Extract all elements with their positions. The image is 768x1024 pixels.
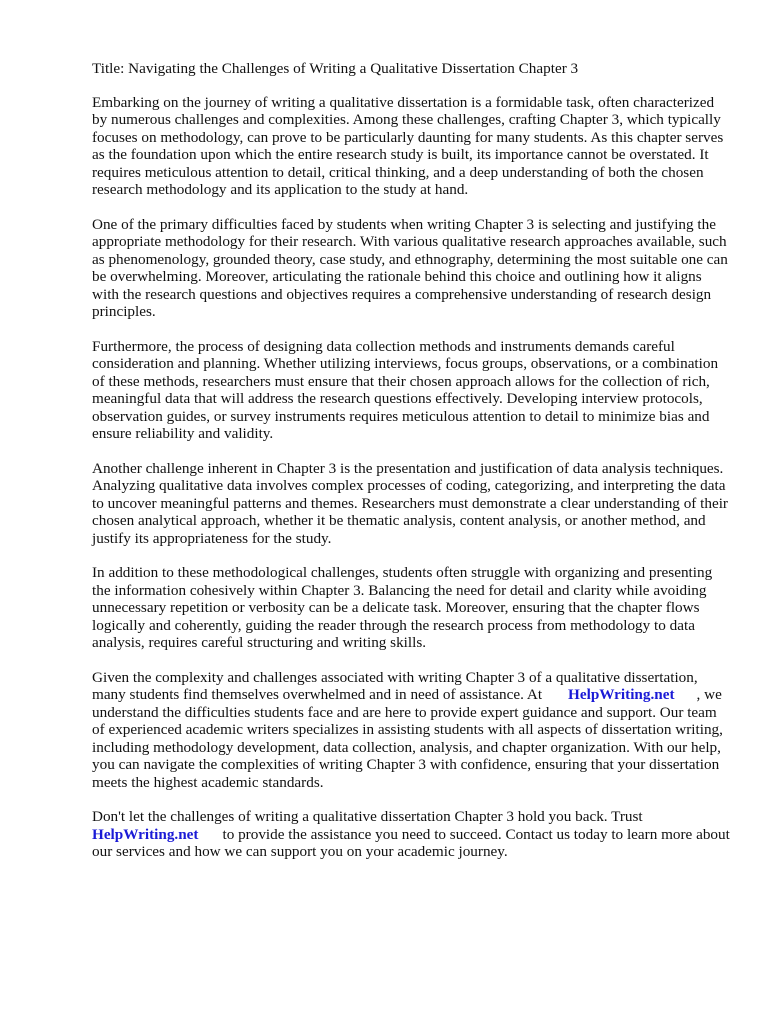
document-title: Title: Navigating the Challenges of Writing a Qualitative Dissertation Chapter 3 xyxy=(92,60,579,77)
helpwriting-link-2[interactable]: HelpWriting.net xyxy=(92,825,199,843)
paragraph-assistance-text-end: , we understand the difficulties students face and are here to provide expert guidance and support. Our team of experienced academic writers specializes in assisting students with all aspects of dissertation writing, including methodology development, data collection, analysis, and chapter organization. With our help, you can navigate the complexities of writing Chapter 3 with confidence, ensuring that your dissertation meets the highest academic standards. xyxy=(92,686,723,791)
paragraph-methodology: One of the primary difficulties faced by students when writing Chapter 3 is selecting and justifying the appropriate methodology for their research. With various qualitative research approaches available, such as phenomenology, grounded theory, case study, and ethnography, determining the most suitable one can be overwhelming. Moreover, articulating the rationale behind this choice and outlining how it aligns with the research questions and objectives requires a comprehensive understanding of research design principles. xyxy=(92,215,728,320)
document-body xyxy=(92,60,732,878)
paragraph-data-analysis: Another challenge inherent in Chapter 3 is the presentation and justification of data analysis techniques. Analyzing qualitative data involves complex processes of coding, categorizing, and interpreting the data to uncover meaningful patterns and themes. Researchers must demonstrate a clear understanding of their chosen analytical approach, whether it be thematic analysis, content analysis, or another method, and justify its appropriateness for the study. xyxy=(92,459,728,547)
paragraph-intro: Embarking on the journey of writing a qualitative dissertation is a formidable task, often characterized by numerous challenges and complexities. Among these challenges, crafting Chapter 3, which typically focuses on methodology, can prove to be particularly daunting for many students. As this chapter serves as the foundation upon which the entire research study is built, its importance cannot be overstated. It requires meticulous attention to detail, critical thinking, and a deep understanding of both the chosen research methodology and its application to the study at hand. xyxy=(92,93,724,198)
paragraph-data-collection: Furthermore, the process of designing data collection methods and instruments demands careful consideration and planning. Whether utilizing interviews, focus groups, observations, or a combination of these methods, researchers must ensure that their chosen approach allows for the collection of rich, meaningful data that will address the research questions effectively. Developing interview protocols, observation guides, or survey instruments requires meticulous attention to detail to minimize bias and ensure reliability and validity. xyxy=(92,337,719,442)
paragraph-cta-text-start: Don't let the challenges of writing a qualitative dissertation Chapter 3 hold you back. Trust xyxy=(92,808,643,825)
paragraph-assistance-text-start: Given the complexity and challenges associated with writing Chapter 3 of a qualitative dissertation, many students find themselves overwhelmed and in need of assistance. At xyxy=(92,668,698,703)
helpwriting-link[interactable]: HelpWriting.net xyxy=(568,686,675,703)
paragraph-organization: In addition to these methodological challenges, students often struggle with organizing and presenting the information cohesively within Chapter 3. Balancing the need for detail and clarity while avoiding unnecessary repetition or verbosity can be a delicate task. Moreover, ensuring that the chapter flows logically and coherently, guiding the reader through the research process from methodology to data analysis, requires careful structuring and writing skills. xyxy=(92,564,713,651)
paragraph-cta-text-end: to provide the assistance you need to succeed. Contact us today to learn more about our services and how we can support you on your academic journey. xyxy=(92,825,730,860)
paragraph-call-to-action xyxy=(92,808,732,861)
paragraph-assistance xyxy=(92,669,732,792)
